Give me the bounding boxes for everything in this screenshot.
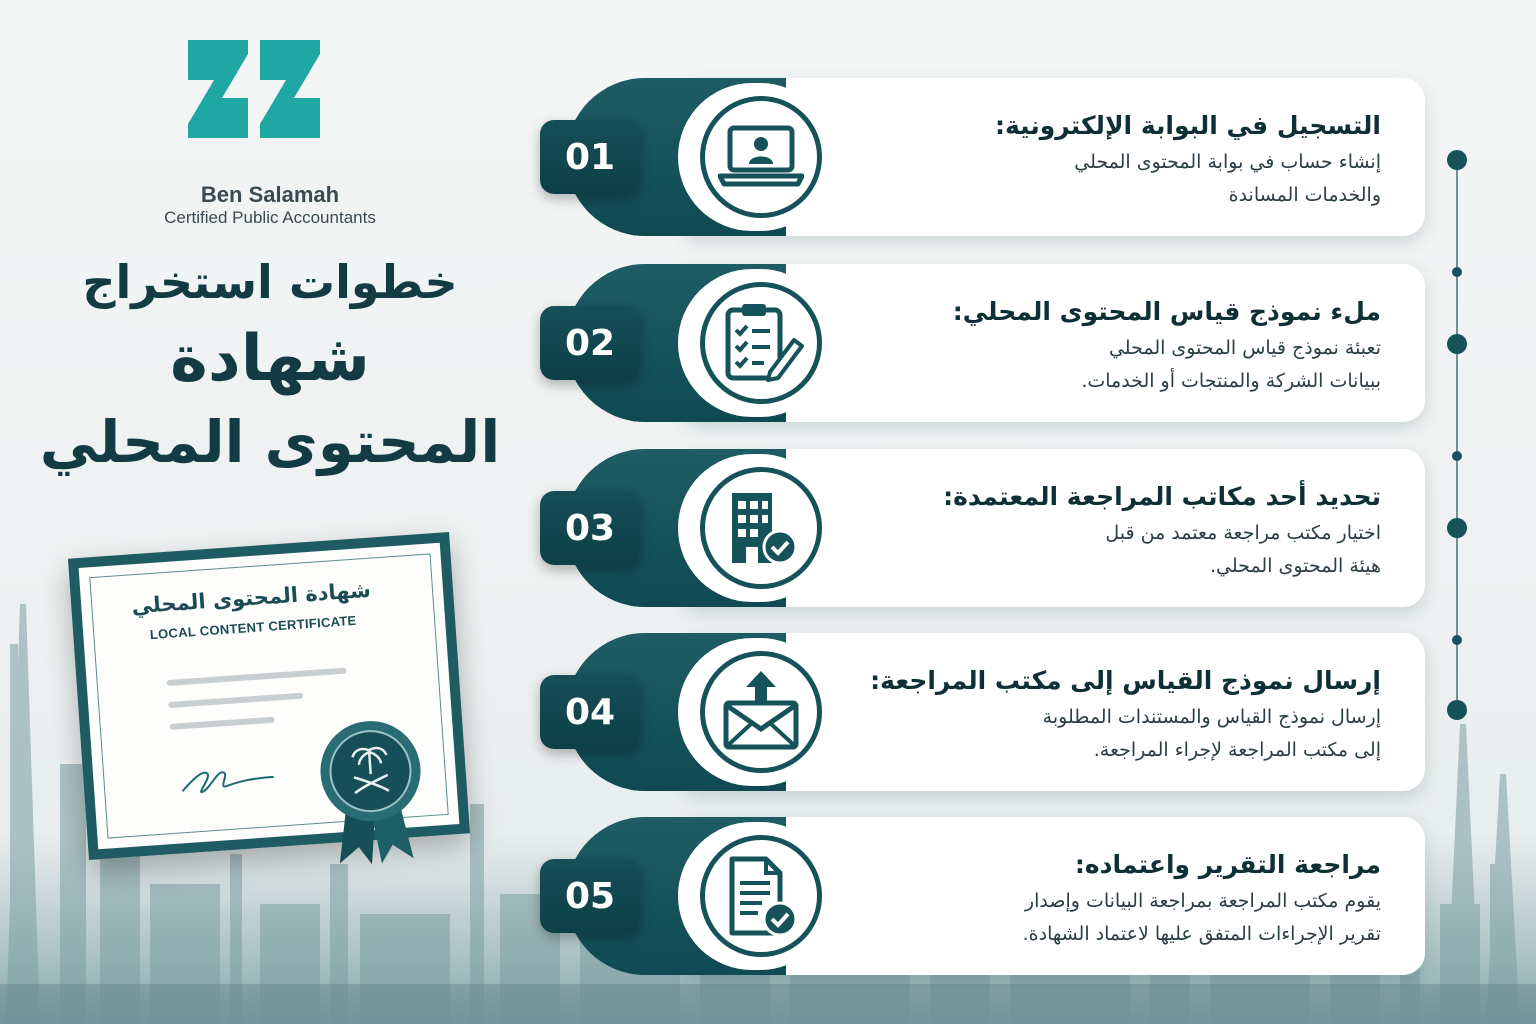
step-description: إلى مكتب المراجعة لإجراء المراجعة. [1093,739,1381,761]
document-check-icon [700,835,822,957]
envelope-upload-icon [700,651,822,773]
step-text [881,292,1381,398]
seal-ribbon-icon [312,712,432,869]
main-title [20,250,520,480]
step-title: مراجعة التقرير واعتماده: [1074,850,1381,879]
step-description: تعبئة نموذج قياس المحتوى المحلي [1108,337,1381,359]
step-title: تحديد أحد مكاتب المراجعة المعتمدة: [943,482,1381,511]
company-logo [140,40,380,227]
logo-mark-icon [188,40,320,138]
step-number: 05 [540,859,640,933]
step-card-3 [540,449,1425,607]
title-line-1: خطوات استخراج [82,255,458,309]
step-title: إرسال نموذج القياس إلى مكتب المراجعة: [870,666,1381,695]
brand-name: Ben Salamah [200,182,340,207]
step-description: والخدمات المساندة [1228,184,1381,206]
step-description: اختيار مكتب مراجعة معتمد من قبل [1105,522,1381,544]
step-description: إرسال نموذج القياس والمستندات المطلوبة [1042,706,1381,728]
step-icon-wrap [678,822,834,970]
step-description: إنشاء حساب في بوابة المحتوى المحلي [1074,151,1381,173]
step-icon-wrap [678,83,834,231]
step-card-4 [540,633,1425,791]
step-description: هيئة المحتوى المحلي. [1210,555,1381,577]
step-icon-wrap [678,454,834,602]
step-card-5 [540,817,1425,975]
step-text [870,661,1381,767]
brand-tagline: Certified Public Accountants [164,208,376,227]
timeline-connector [1440,140,1480,740]
signature-icon [172,754,285,802]
step-description: ببيانات الشركة والمنتجات أو الخدمات. [1081,370,1381,392]
step-icon-wrap [678,638,834,786]
step-text [881,845,1381,951]
clipboard-checklist-icon [700,282,822,404]
step-card-1 [540,78,1425,236]
step-number: 01 [540,120,640,194]
certificate-title-arabic: شهادة المحتوى المحلي [130,577,372,619]
title-line-3: المحتوى المحلي [39,408,501,476]
laptop-user-icon [700,96,822,218]
step-card-2 [540,264,1425,422]
step-description: يقوم مكتب المراجعة بمراجعة البيانات وإصدار [1024,890,1381,912]
step-icon-wrap [678,269,834,417]
step-text [881,106,1381,212]
step-title: التسجيل في البوابة الإلكترونية: [994,111,1381,140]
step-description: تقرير الإجراءات المتفق عليها لاعتماد الشهادة. [1022,923,1381,945]
step-title: ملء نموذج قياس المحتوى المحلي: [952,297,1381,326]
office-building-check-icon [700,467,822,589]
title-line-2: شهادة [170,322,370,396]
certificate-illustration [68,532,470,860]
step-number: 04 [540,675,640,749]
certificate-title-english: LOCAL CONTENT CERTIFICATE [149,612,357,643]
step-text [881,477,1381,583]
step-number: 03 [540,491,640,565]
step-number: 02 [540,306,640,380]
